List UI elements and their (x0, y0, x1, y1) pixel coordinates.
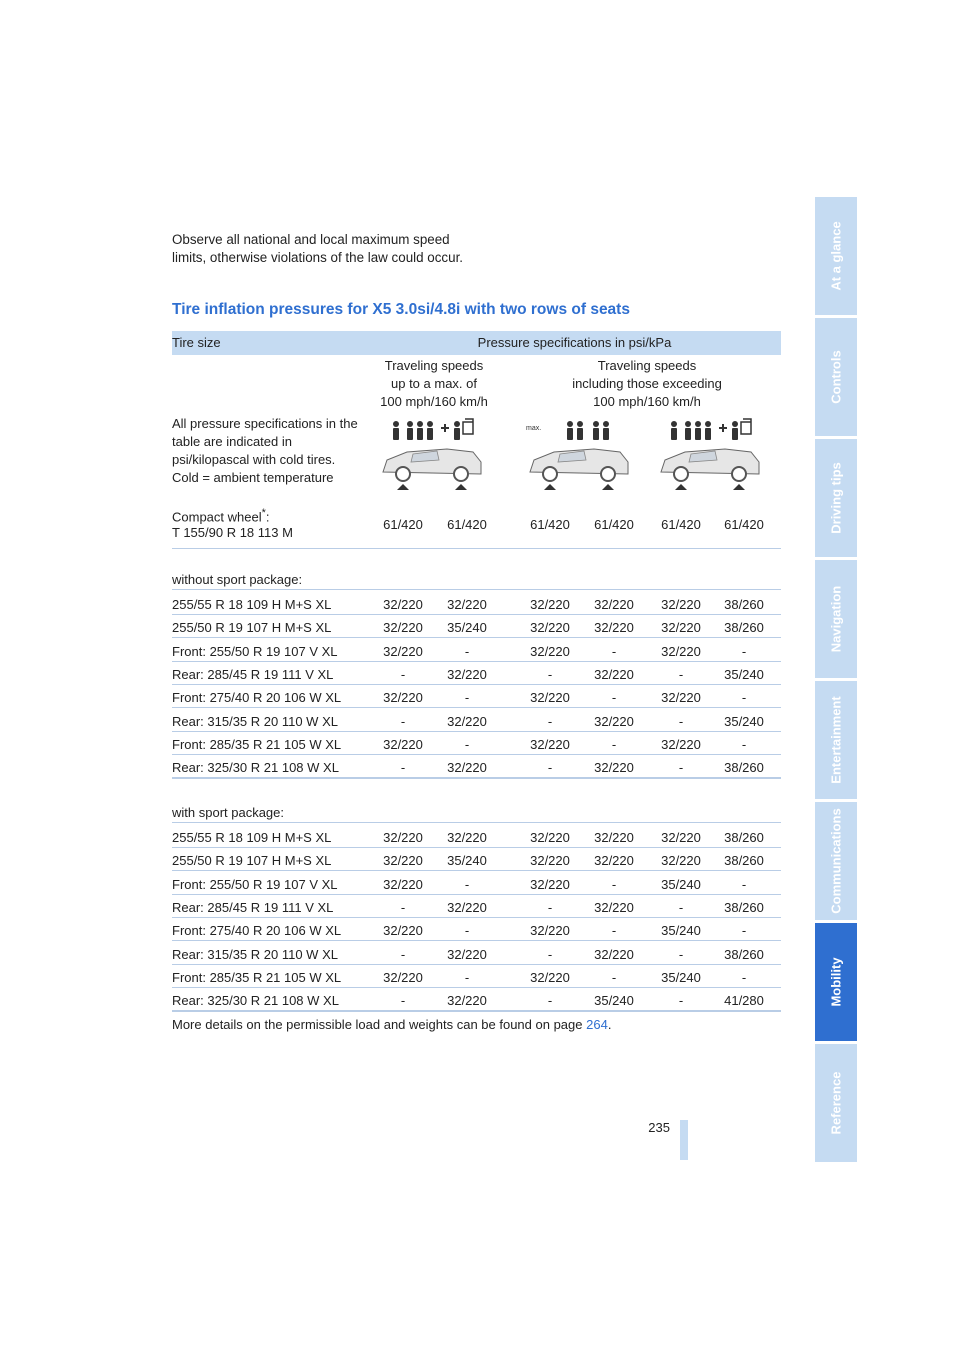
pressure-value: - (678, 899, 684, 915)
pressure-value: - (464, 876, 470, 892)
row-divider (172, 707, 781, 708)
pressure-value: - (547, 666, 553, 682)
pressure-value: - (400, 760, 406, 776)
pressure-value: 32/220 (530, 643, 570, 659)
pressure-value: 32/220 (383, 643, 423, 659)
pressure-value: 32/220 (594, 620, 634, 636)
row-divider (172, 847, 781, 848)
pressure-value: - (678, 993, 684, 1009)
pressure-value: 35/240 (724, 666, 764, 682)
pressure-value: 32/220 (383, 597, 423, 612)
tire-size-label: Front: 255/50 R 19 107 V XL (172, 643, 338, 659)
pressure-value: - (547, 899, 553, 915)
side-tab-communications[interactable] (815, 802, 857, 920)
side-tab-driving-tips[interactable] (815, 439, 857, 557)
pressure-value: 32/220 (447, 713, 487, 729)
pressure-value: 38/260 (724, 946, 764, 962)
pressure-value: 32/220 (530, 736, 570, 752)
pressure-value: - (400, 899, 406, 915)
row-divider (172, 754, 781, 755)
pressure-value: - (611, 969, 617, 985)
pressure-value: 41/280 (724, 993, 764, 1009)
pressure-value: 38/260 (724, 899, 764, 915)
pressure-value: 32/220 (661, 597, 701, 612)
pressure-value: 32/220 (661, 830, 701, 845)
row-divider (172, 822, 781, 823)
tire-size-label: 255/50 R 19 107 H M+S XL (172, 853, 332, 869)
pressure-value: 61/420 (594, 517, 634, 532)
pressure-value: 32/220 (383, 620, 423, 636)
car-load-figure-3 (655, 416, 767, 494)
pressure-value: - (464, 969, 470, 985)
row-divider (172, 1010, 781, 1012)
pressure-value: - (611, 736, 617, 752)
pressure-value: 32/220 (594, 666, 634, 682)
row-divider (172, 870, 781, 871)
row-divider (172, 684, 781, 685)
pressure-value: 32/220 (530, 853, 570, 869)
pressure-value: - (611, 643, 617, 659)
pressure-value: 32/220 (447, 760, 487, 776)
pressure-value: 32/220 (594, 853, 634, 869)
pressure-value: - (400, 666, 406, 682)
pressure-value: - (547, 993, 553, 1009)
pressure-value: 32/220 (530, 876, 570, 892)
pressure-value: - (611, 876, 617, 892)
compact-wheel-size: T 155/90 R 18 113 M (172, 525, 293, 540)
asterisk-marker: * (261, 507, 266, 519)
pressure-value: - (678, 666, 684, 682)
row-divider (172, 917, 781, 918)
pressure-value: 35/240 (447, 853, 487, 869)
pressure-value: - (741, 690, 747, 706)
pressure-value: - (741, 643, 747, 659)
pressure-value: 32/220 (383, 690, 423, 706)
row-divider (172, 940, 781, 941)
pressure-value: 32/220 (447, 597, 487, 612)
tire-size-label: Front: 275/40 R 20 106 W XL (172, 690, 342, 706)
tire-size-label: Front: 285/35 R 21 105 W XL (172, 969, 342, 985)
pressure-value: 61/420 (383, 517, 423, 532)
page-link[interactable]: 264 (586, 1017, 608, 1032)
pressure-value: - (678, 760, 684, 776)
pressure-value: 32/220 (530, 620, 570, 636)
row-divider (172, 987, 781, 988)
footer-note: More details on the permissible load and weights can be found on page 264. (172, 1017, 612, 1032)
pressure-value: 32/220 (447, 830, 487, 845)
pressure-value: 32/220 (447, 993, 487, 1009)
tire-size-label: Rear: 325/30 R 21 108 W XL (172, 760, 339, 776)
side-tab-label: Mobility (828, 957, 844, 1007)
pressure-value: 32/220 (383, 736, 423, 752)
pressure-value: - (678, 713, 684, 729)
pressure-value: 32/220 (530, 690, 570, 706)
tire-size-label: 255/50 R 19 107 H M+S XL (172, 620, 332, 636)
pressure-value: - (464, 643, 470, 659)
tire-size-label: Rear: 285/45 R 19 111 V XL (172, 666, 334, 682)
pressure-value: 32/220 (530, 969, 570, 985)
row-divider (172, 589, 781, 590)
pressure-value: 61/420 (661, 517, 701, 532)
tire-size-label: Front: 285/35 R 21 105 W XL (172, 736, 342, 752)
pressure-value: 35/240 (661, 876, 701, 892)
page-number: 235 (648, 1120, 670, 1135)
side-tab-mobility[interactable] (815, 923, 857, 1041)
tire-size-label: Front: 255/50 R 19 107 V XL (172, 876, 338, 892)
tire-size-header: Tire size (172, 335, 221, 350)
tire-size-label: 255/55 R 18 109 H M+S XL (172, 597, 332, 612)
row-divider (172, 894, 781, 895)
pressure-value: - (464, 923, 470, 939)
pressure-value: 32/220 (383, 853, 423, 869)
pressure-value: - (400, 713, 406, 729)
pressure-value: - (611, 690, 617, 706)
pressure-value: 32/220 (383, 923, 423, 939)
pressure-value: 32/220 (383, 969, 423, 985)
pressure-value: 35/240 (661, 969, 701, 985)
pressure-value: 32/220 (530, 597, 570, 612)
side-tab-label: Driving tips (828, 462, 844, 534)
pressure-value: 32/220 (594, 946, 634, 962)
pressure-value: 32/220 (447, 899, 487, 915)
side-tab-controls[interactable] (815, 318, 857, 436)
side-tabs (815, 197, 857, 1165)
row-divider (172, 614, 781, 615)
pressure-value: 32/220 (594, 899, 634, 915)
pressure-value: 32/220 (530, 923, 570, 939)
car-load-figure-2 (524, 416, 636, 494)
pressure-value: - (741, 969, 747, 985)
pressure-value: - (741, 736, 747, 752)
pressure-value: 32/220 (594, 597, 634, 612)
row-divider (172, 637, 781, 638)
compact-wheel-label: Compact wheel*: (172, 507, 270, 525)
pressure-value: 32/220 (447, 946, 487, 962)
pressure-value: - (547, 713, 553, 729)
pressure-value: - (611, 923, 617, 939)
side-tab-label: Navigation (828, 585, 844, 653)
pressure-value: 61/420 (530, 517, 570, 532)
table-header (172, 331, 781, 355)
pressure-value: - (547, 760, 553, 776)
with-sport-heading: with sport package: (172, 805, 285, 820)
pressure-value: 32/220 (661, 620, 701, 636)
pressure-value: - (464, 736, 470, 752)
pressure-value: 32/220 (661, 690, 701, 706)
side-tab-label: Controls (828, 350, 844, 404)
row-divider (172, 777, 781, 779)
page-number-bar (680, 1120, 688, 1160)
intro-text: Observe all national and local maximum speed limits, otherwise violations of the law could occur. (172, 232, 464, 265)
pressure-value: 32/220 (661, 643, 701, 659)
speed-header-up-to-100: Traveling speeds up to a max. of 100 mph/160 km/h (380, 358, 488, 409)
pressure-value: 32/220 (383, 876, 423, 892)
side-tab-label: Entertainment (828, 696, 844, 784)
pressure-value: 35/240 (724, 713, 764, 729)
pressure-value: 32/220 (594, 760, 634, 776)
pressure-value: 38/260 (724, 853, 764, 869)
pressure-value: - (400, 993, 406, 1009)
row-divider (172, 731, 781, 732)
pressure-value: 32/220 (661, 853, 701, 869)
side-tab-label: Communications (828, 808, 844, 914)
side-tab-navigation[interactable] (815, 560, 857, 678)
pressure-value: 32/220 (661, 736, 701, 752)
car-load-figure-1 (377, 416, 489, 494)
side-tab-reference[interactable] (815, 1044, 857, 1162)
side-tab-entertainment[interactable] (815, 681, 857, 799)
side-tab-label: Reference (828, 1071, 844, 1135)
pressure-value: 38/260 (724, 597, 764, 612)
tire-size-label: 255/55 R 18 109 H M+S XL (172, 830, 332, 845)
pressure-value: 32/220 (447, 666, 487, 682)
pressure-value: 38/260 (724, 830, 764, 845)
tire-size-label: Rear: 315/35 R 20 110 W XL (172, 713, 338, 729)
pressure-value: 35/240 (447, 620, 487, 636)
pressure-value: - (400, 946, 406, 962)
pressure-value: 61/420 (724, 517, 764, 532)
row-divider (172, 548, 781, 549)
pressure-value: 35/240 (594, 993, 634, 1009)
row-divider (172, 661, 781, 662)
speed-header-exceeding-100: Traveling speeds including those exceeding 100 mph/160 km/h (572, 358, 722, 409)
pressure-value: - (464, 690, 470, 706)
pressure-value: 32/220 (530, 830, 570, 845)
pressure-value: - (741, 876, 747, 892)
pressure-value: 38/260 (724, 620, 764, 636)
pressure-value: 35/240 (661, 923, 701, 939)
pressure-value: - (678, 946, 684, 962)
pressure-value: - (741, 923, 747, 939)
section-title: Tire inflation pressures for X5 3.0si/4.8i with two rows of seats (172, 301, 630, 318)
tire-size-label: Rear: 315/35 R 20 110 W XL (172, 946, 338, 962)
row-divider (172, 964, 781, 965)
pressure-value: 32/220 (594, 830, 634, 845)
tire-size-label: Rear: 285/45 R 19 111 V XL (172, 899, 334, 915)
without-sport-heading: without sport package: (172, 572, 303, 587)
pressure-value: - (547, 946, 553, 962)
tire-size-label: Rear: 325/30 R 21 108 W XL (172, 993, 339, 1009)
pressure-value: 38/260 (724, 760, 764, 776)
pressure-note: All pressure specifications in the table are indicated in psi/kilopascal with cold tires. Cold = ambient temperature (172, 416, 358, 485)
pressure-value: 32/220 (383, 830, 423, 845)
pressure-value: 32/220 (594, 713, 634, 729)
max-label: max. (526, 425, 542, 432)
side-tab-at-a-glance[interactable] (815, 197, 857, 315)
pressure-value: 61/420 (447, 517, 487, 532)
side-tab-label: At a glance (828, 221, 844, 291)
pressure-header: Pressure specifications in psi/kPa (477, 335, 672, 350)
tire-size-label: Front: 275/40 R 20 106 W XL (172, 923, 342, 939)
